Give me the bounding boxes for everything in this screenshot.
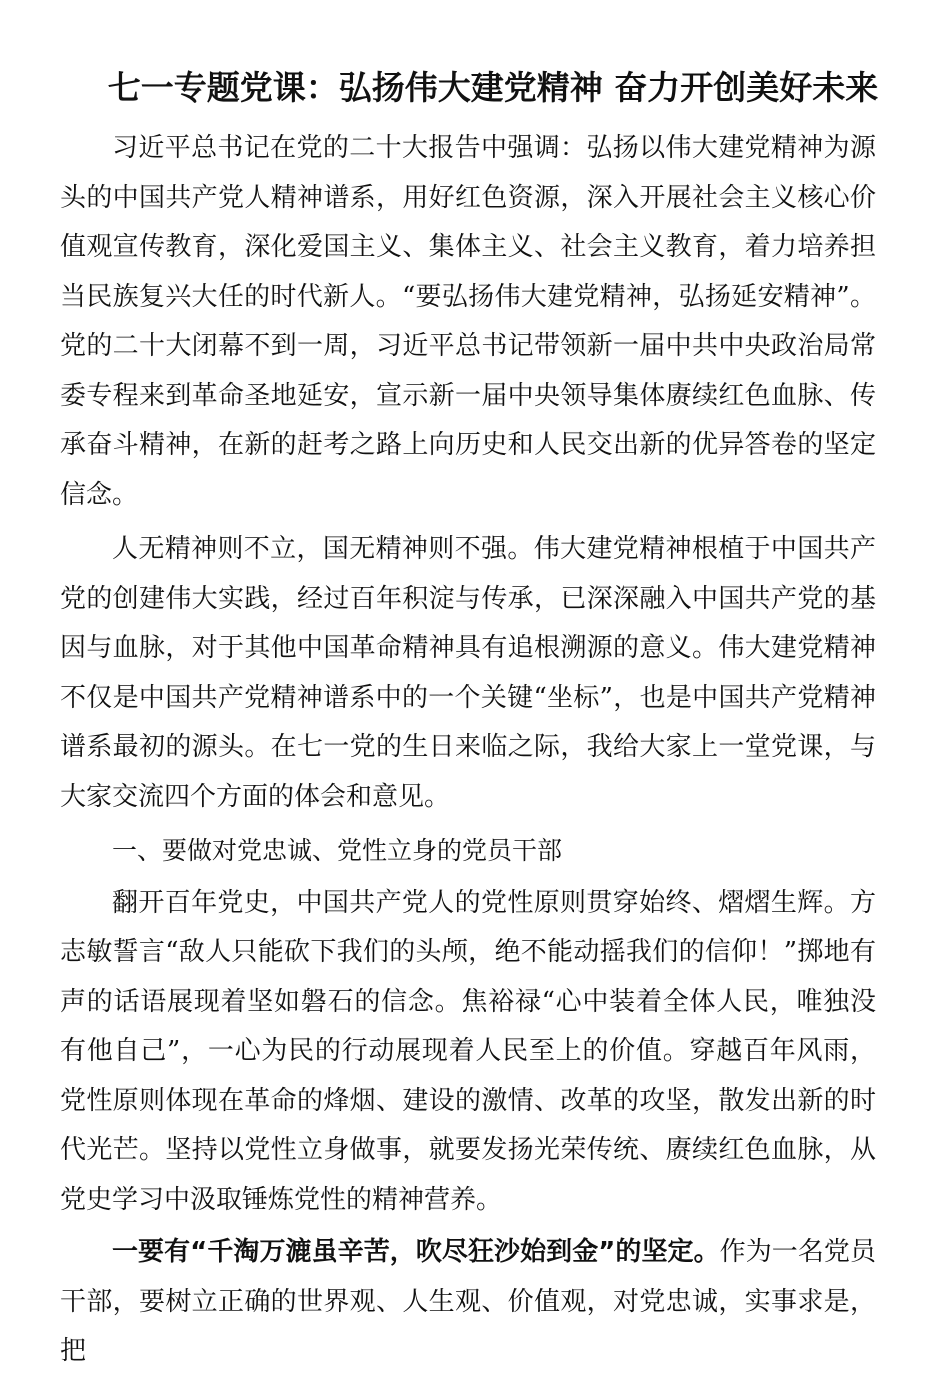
body-paragraph-3: 翻开百年党史，中国共产党人的党性原则贯穿始终、熠熠生辉。方志敏誓言“敌人只能砍下我们的头颅，绝不能动摇我们的信仰！”掷地有声的话语展现着坚如磐石的信念。焦裕禄“心中装着全体人民，唯独没有他自己”，一心为民的行动展现着人民至上的价值。穿越百年风雨，党性原则体现在革命的烽烟、建设的激情、改革的攻坚，散发出新的时代光芒。坚持以党性立身做事，就要发扬光荣传统、赓续红色血脉，从党史学习中汲取锤炼党性的精神营养。 <box>60 887 876 1215</box>
body-paragraph-2: 人无精神则不立，国无精神则不强。伟大建党精神根植于中国共产党的创建伟大实践，经过百年积淀与传承，已深深融入中国共产党的基因与血脉，对于其他中国革命精神具有追根溯源的意义。伟大建党精神不仅是中国共产党精神谱系中的一个关键“坐标”，也是中国共产党精神谱系最初的源头。在七一党的生日来临之际，我给大家上一堂党课，与大家交流四个方面的体会和意见。 <box>60 534 876 812</box>
document-title: 七一专题党课：弘扬伟大建党精神 奋力开创美好未来 <box>107 68 879 107</box>
body-paragraph-4 <box>60 1228 876 1377</box>
paragraph-body-text: 作为一名党员干部，要树立正确的世界观、人生观、价值观，对党忠诚，实事求是，把 <box>60 1237 876 1366</box>
paragraph-lead-sentence: 一要有“千淘万漉虽辛苦，吹尽狂沙始到金”的坚定。 <box>112 1237 720 1267</box>
body-paragraph-1: 习近平总书记在党的二十大报告中强调：弘扬以伟大建党精神为源头的中国共产党人精神谱系，用好红色资源，深入开展社会主义核心价值观宣传教育，深化爱国主义、集体主义、社会主义教育，着力培养担当民族复兴大任的时代新人。“要弘扬伟大建党精神，弘扬延安精神”。党的二十大闭幕不到一周，习近平总书记带领新一届中共中央政治局常委专程来到革命圣地延安，宣示新一届中央领导集体赓续红色血脉、传承奋斗精神，在新的赶考之路上向历史和人民交出新的优异答卷的坚定信念。 <box>60 133 876 510</box>
section-heading-1: 一、要做对党忠诚、党性立身的党员干部 <box>112 836 563 865</box>
